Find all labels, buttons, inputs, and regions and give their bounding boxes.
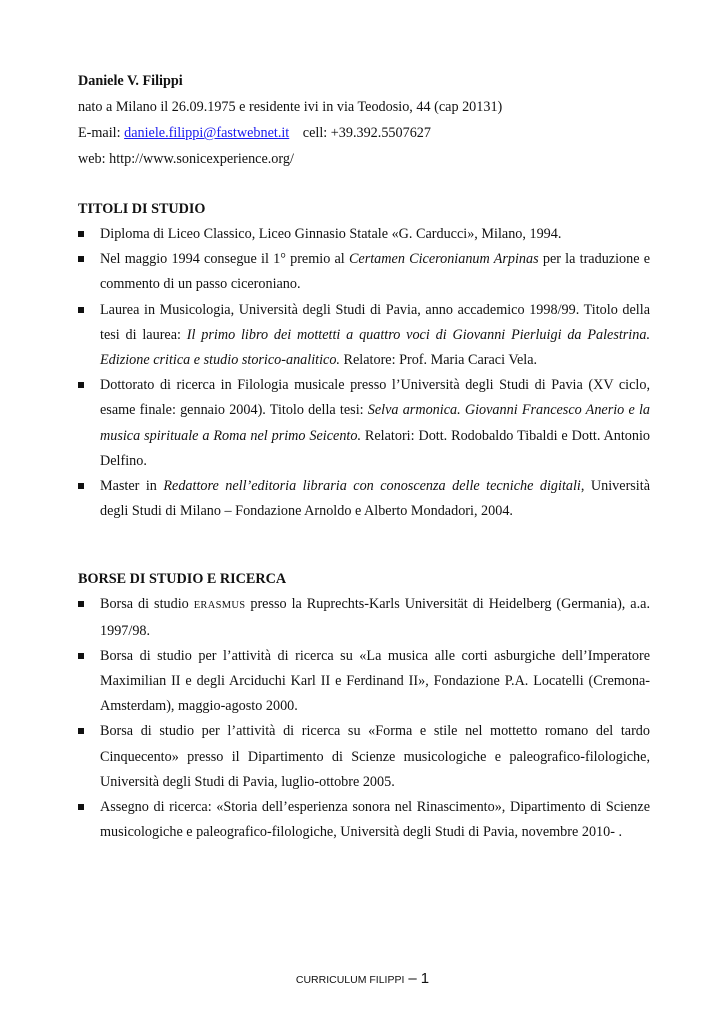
item-text: Nel maggio 1994 consegue il 1° premio al: [100, 251, 349, 268]
bullet-icon: [78, 256, 84, 262]
list-item: [78, 719, 650, 795]
page-footer: [0, 970, 725, 987]
bullet-icon: [78, 307, 84, 313]
bullet-icon: [78, 653, 84, 659]
footer-dash: –: [408, 970, 417, 987]
list-item: [78, 644, 650, 720]
item-text: presso la Ruprechts-Karls Universität di Heidelberg (Germania), a.a. 1997/98.: [100, 596, 650, 639]
footer-label: CURRICULUM FILIPPI: [295, 974, 405, 986]
list-item: [78, 592, 650, 643]
item-italic: Certamen Ciceronianum Arpinas: [348, 251, 539, 268]
bullet-icon: [78, 728, 84, 734]
item-text: Relatori: Dott. Rodobaldo Tibaldi e Dott. Antonio Delfino.: [100, 427, 651, 469]
cell-number: cell: +39.392.5507627: [302, 125, 431, 141]
email-label: E-mail:: [78, 125, 125, 141]
item-text: Assegno di ricerca: «Storia dell’esperienza sonora nel Rinascimento», Dipartimento di Scienze musicologiche e paleografico-filologiche, Università degli Studi di Pavia, novembre 2010- .: [100, 799, 650, 841]
list-item: [78, 298, 650, 374]
item-text: Laurea in Musicologia, Università degli Studi di Pavia, anno accademico 1998/99. Titolo della tesi di laurea:: [100, 301, 650, 343]
email-link[interactable]: daniele.filippi@fastwebnet.it: [124, 125, 290, 141]
item-text: , Università degli Studi di Milano – Fondazione Arnoldo e Alberto Mondadori, 2004.: [100, 478, 650, 520]
item-text: Dottorato di ricerca in Filologia musicale presso l’Università degli Studi di Pavia (XV ciclo, esame finale: gennaio 2004). Titolo della tesi:: [100, 377, 650, 419]
item-italic: Redattore nell’editoria libraria con conoscenza delle tecniche digitali: [163, 478, 581, 495]
contact-line: [78, 120, 650, 146]
birth-residence: nato a Milano il 26.09.1975 e residente ivi in via Teodosio, 44 (cap 20131): [78, 99, 503, 115]
item-text: Borsa di studio per l’attività di ricerca su «La musica alle corti asburgiche dell’Imperatore Maximilian II e degli Arciduchi Karl II e Ferdinand II», Fondazione P.A. Locatelli (Cremona-Amsterdam), maggio-agosto 2000.: [100, 647, 650, 715]
list-item: [78, 222, 650, 247]
item-text: Borsa di studio per l’attività di ricerca su «Forma e stile nel mottetto romano del tardo Cinquecento» presso il Dipartimento di Scienze musicologiche e paleografico-filologiche, Università degli Studi di Pavia, luglio-ottobre 2005.: [100, 723, 650, 790]
list-item: [78, 247, 650, 297]
bullet-icon: [78, 382, 84, 388]
page-number: 1: [420, 970, 430, 987]
bullet-icon: [78, 601, 84, 607]
bullet-icon: [78, 804, 84, 810]
list-item: [78, 373, 650, 474]
borse-list: [78, 592, 650, 845]
list-item: [78, 474, 650, 524]
item-text: per la traduzione e commento di un passo ciceroniano.: [100, 251, 651, 293]
item-text: Relatore: Prof. Maria Caraci Vela.: [339, 352, 538, 369]
item-text: Master in: [100, 478, 164, 495]
bullet-icon: [78, 231, 84, 237]
author-name: Daniele V. Filippi: [78, 73, 183, 89]
item-text: Diploma di Liceo Classico, Liceo Ginnasio Statale «G. Carducci», Milano, 1994.: [100, 226, 562, 242]
bullet-icon: [78, 483, 84, 489]
item-italic: Selva armonica. Giovanni Francesco Anerio e la musica spirituale a Roma nel primo Seicento.: [100, 402, 650, 444]
item-smallcaps: ERASMUS: [193, 600, 246, 612]
cv-page: [78, 68, 650, 845]
website: web: http://www.sonicexperience.org/: [78, 151, 294, 167]
item-text: Borsa di studio: [100, 596, 194, 613]
item-italic: Il primo libro dei mottetti a quattro voci di Giovanni Pierluigi da Palestrina. Edizione critica e studio storico-analitico.: [100, 326, 650, 369]
section-title-titoli: TITOLI DI STUDIO: [78, 201, 206, 217]
section-title-borse: BORSE DI STUDIO E RICERCA: [78, 571, 287, 588]
list-item: [78, 795, 650, 845]
titoli-list: [78, 222, 650, 524]
